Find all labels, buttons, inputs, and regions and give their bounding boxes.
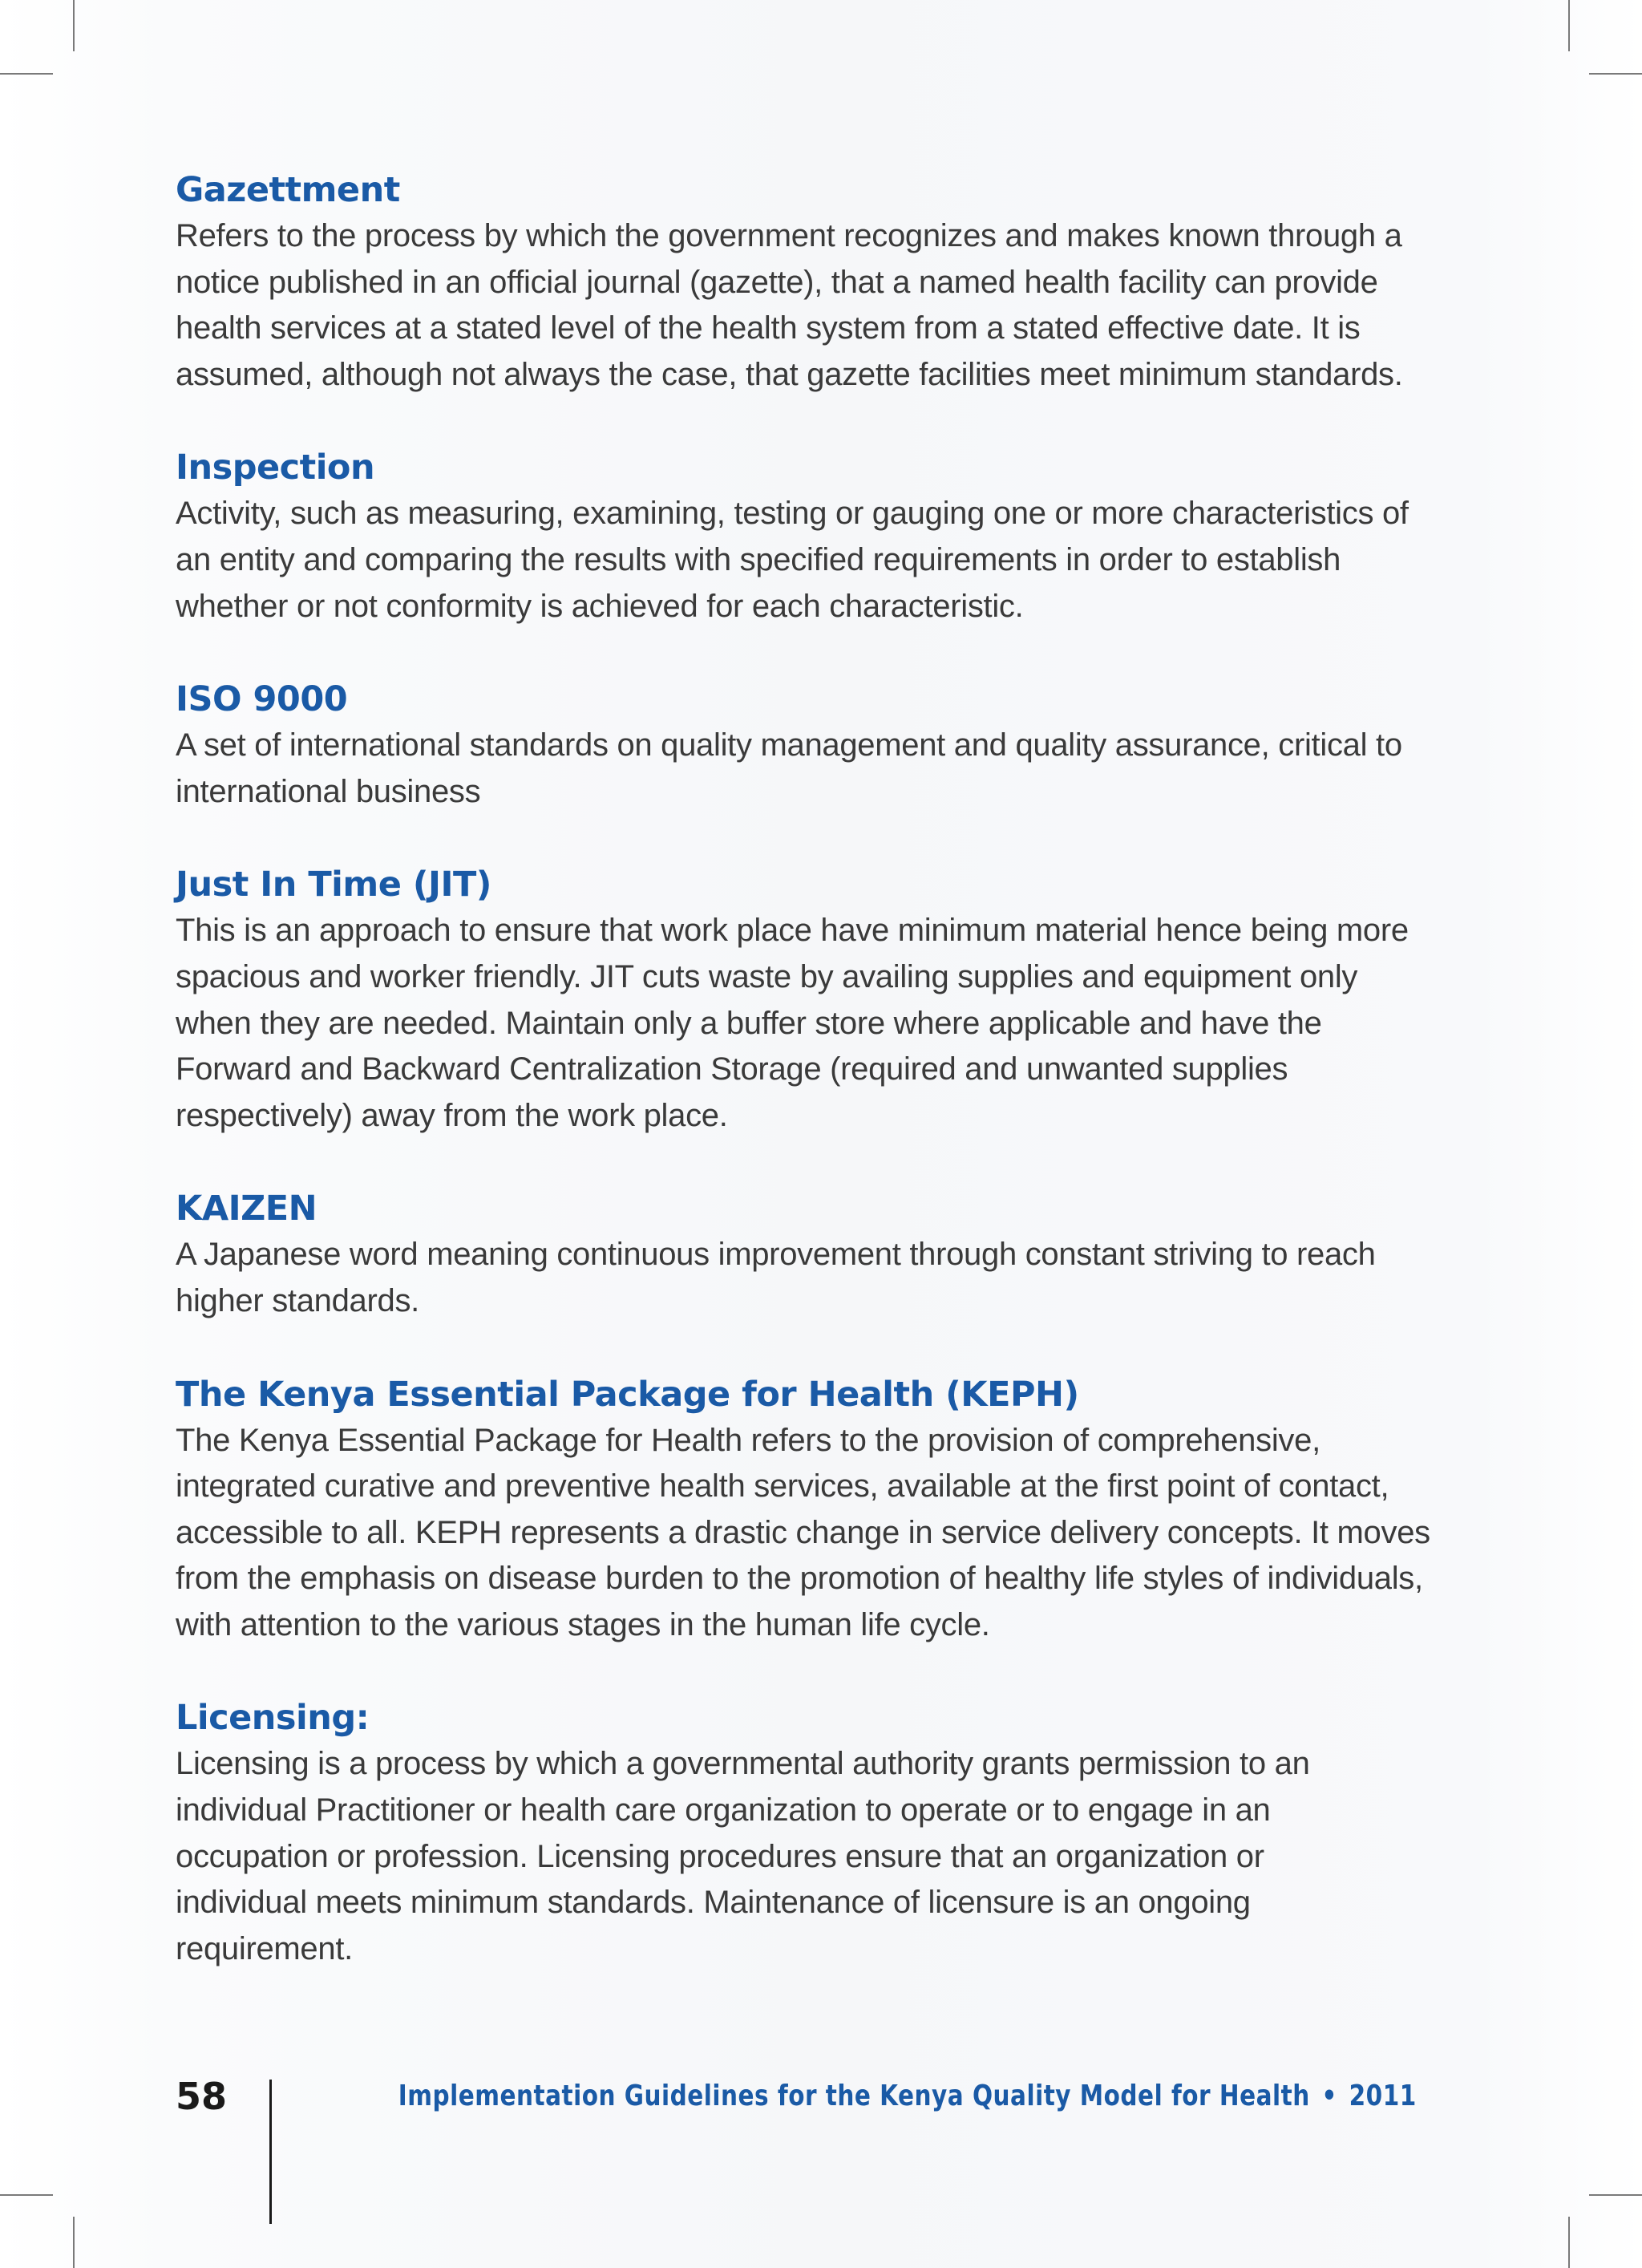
- page-footer: [0, 2073, 1642, 2121]
- crop-mark: [73, 0, 75, 51]
- footer-year: 2011: [1349, 2080, 1417, 2112]
- entry-definition: A Japanese word meaning continuous improvement through constant striving to reach higher standards.: [176, 1237, 1376, 1318]
- entry-title: The Kenya Essential Package for Health (KEPH): [176, 1374, 1079, 1415]
- glossary-entry-licensing: [176, 1695, 1434, 1972]
- entry-definition: The Kenya Essential Package for Health refers to the provision of comprehensive, integrated curative and preventive health services, available at the first point of contact, accessible to all. KEPH represents a drastic change in service delivery concepts. It moves from the emphasis on disease burden to the promotion of healthy life styles of individuals, with attention to the various stages in the human life cycle.: [176, 1422, 1430, 1642]
- entry-title: Just In Time (JIT): [176, 865, 491, 905]
- entry-definition: Activity, such as measuring, examining, testing or gauging one or more characteristics of an entity and comparing the results with specified requirements in order to establish whether or not conformity is achieved for each characteristic.: [176, 496, 1409, 624]
- crop-mark: [1568, 0, 1570, 51]
- crop-mark: [1589, 2194, 1642, 2196]
- entry-title: Gazettment: [176, 170, 400, 210]
- glossary-entry-inspection: [176, 444, 1434, 630]
- footer-running-title: [398, 2076, 1417, 2116]
- entry-definition: Licensing is a process by which a governmental authority grants permission to an individual Practitioner or health care organization to operate or to engage in an occupation or profession. Licensing procedures ensure that an organization or individual meets minimum standards. Maintenance of licensure is an ongoing requirement.: [176, 1746, 1310, 1966]
- glossary-entry-gazettment: [176, 167, 1434, 398]
- crop-mark: [0, 2194, 53, 2196]
- page-number: 58: [176, 2075, 228, 2118]
- entry-definition: This is an approach to ensure that work place have minimum material hence being more spacious and worker friendly. JIT cuts waste by availing supplies and equipment only when they are needed. Maintain only a buffer store where applicable and have the Forward and Backward Centralization Storage (required and unwanted supplies respectively) away from the work place.: [176, 913, 1409, 1133]
- glossary-entry-iso-9000: [176, 676, 1434, 815]
- entry-title: ISO 9000: [176, 679, 348, 720]
- footer-separator: •: [1321, 2080, 1338, 2112]
- crop-mark: [0, 73, 53, 75]
- crop-mark: [1568, 2217, 1570, 2268]
- entry-title: Inspection: [176, 448, 375, 488]
- glossary-entry-kaizen: [176, 1185, 1434, 1324]
- footer-title: Implementation Guidelines for the Kenya Quality Model for Health: [398, 2080, 1310, 2112]
- glossary-entry-keph: [176, 1371, 1434, 1649]
- crop-mark: [1589, 73, 1642, 75]
- entry-title: KAIZEN: [176, 1189, 317, 1229]
- entry-definition: Refers to the process by which the government recognizes and makes known through a notice published in an official journal (gazette), that a named health facility can provide health services at a stated level of the health system from a stated effective date. It is assumed, although not always the case, that gazette facilities meet minimum standards.: [176, 218, 1403, 392]
- entry-definition: A set of international standards on quality management and quality assurance, critical to international business: [176, 727, 1402, 809]
- glossary-content: [176, 167, 1434, 2019]
- entry-title: Licensing:: [176, 1698, 370, 1739]
- footer-divider: [269, 2080, 272, 2224]
- glossary-entry-jit: [176, 861, 1434, 1139]
- crop-mark: [73, 2217, 75, 2268]
